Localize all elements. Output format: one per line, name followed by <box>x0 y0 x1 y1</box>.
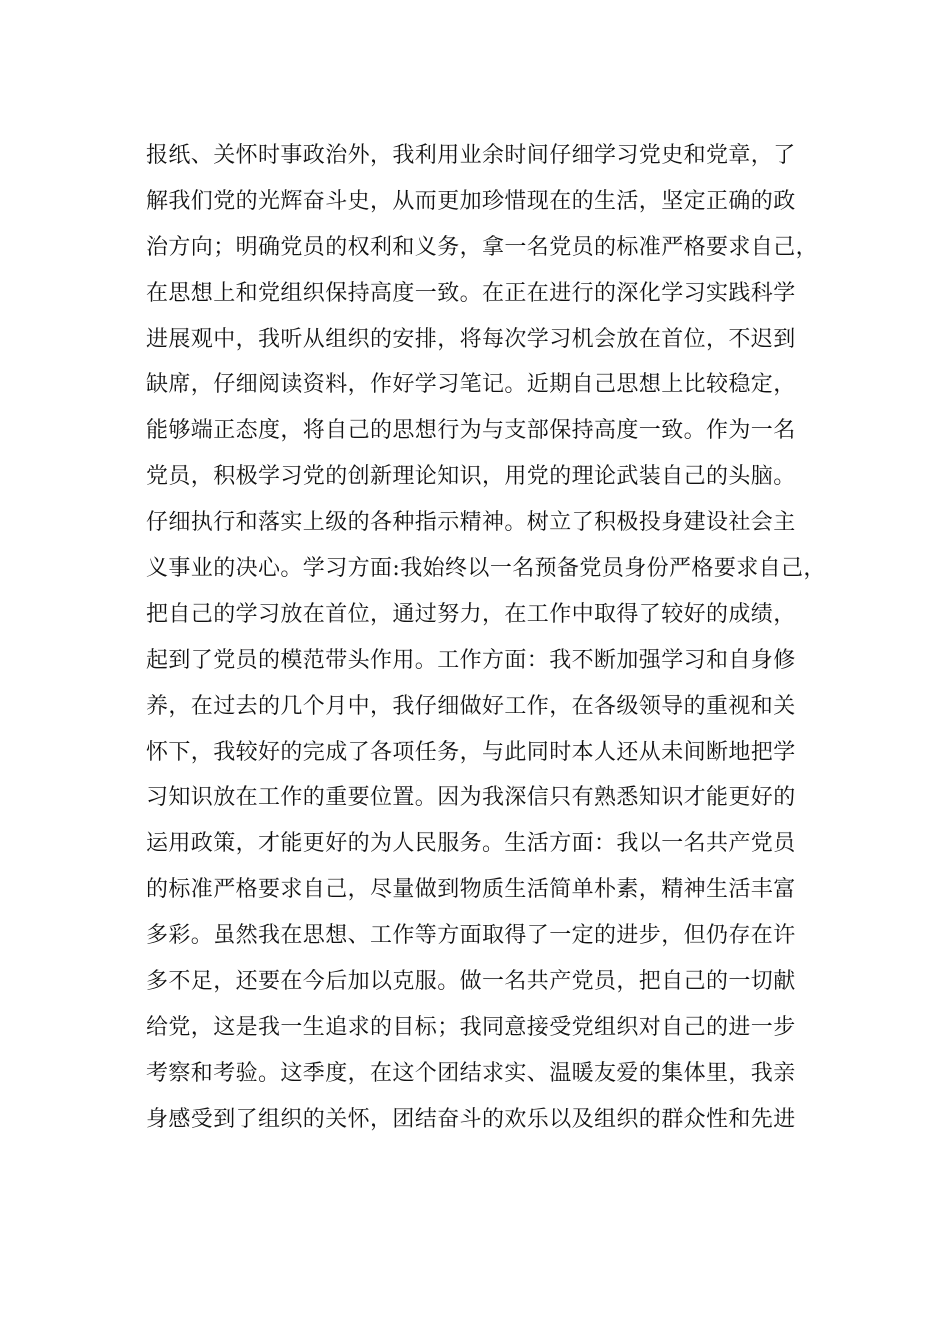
text-line: 身感受到了组织的关怀，团结奋斗的欢乐以及组织的群众性和先进 <box>146 1106 796 1132</box>
text-line: 考察和考验。这季度，在这个团结求实、温暖友爱的集体里，我亲 <box>146 1060 796 1086</box>
text-line: 报纸、关怀时事政治外，我利用业余时间仔细学习党史和党章，了 <box>146 143 796 168</box>
text-line: 多彩。虽然我在思想、工作等方面取得了一定的进步，但仍存在许 <box>146 923 796 949</box>
text-line: 党员，积极学习党的创新理论知识，用党的理论武装自己的头脑。 <box>146 464 796 490</box>
text-line: 进展观中，我听从组织的安排，将每次学习机会放在首位，不迟到 <box>146 326 796 352</box>
text-line: 习知识放在工作的重要位置。因为我深信只有熟悉知识才能更好的 <box>146 785 796 811</box>
text-line: 把自己的学习放在首位，通过努力，在工作中取得了较好的成绩， <box>146 601 796 627</box>
text-line: 仔细执行和落实上级的各种指示精神。树立了积极投身建设社会主 <box>146 510 796 536</box>
text-line: 义事业的决心。学习方面:我始终以一名预备党员身份严格要求自己， <box>146 556 826 582</box>
text-line: 在思想上和党组织保持高度一致。在正在进行的深化学习实践科学 <box>146 280 796 306</box>
text-line: 起到了党员的模范带头作用。工作方面：我不断加强学习和自身修 <box>146 647 796 673</box>
body-paragraph <box>146 133 826 1143</box>
text-line: 解我们党的光辉奋斗史，从而更加珍惜现在的生活，坚定正确的政 <box>146 188 796 214</box>
text-line: 怀下，我较好的完成了各项任务，与此同时本人还从未间断地把学 <box>146 739 796 765</box>
text-line: 多不足，还要在今后加以克服。做一名共产党员，把自己的一切献 <box>146 969 796 995</box>
text-line: 给党，这是我一生追求的目标；我同意接受党组织对自己的进一步 <box>146 1014 796 1040</box>
text-line: 缺席，仔细阅读资料，作好学习笔记。近期自己思想上比较稳定， <box>146 372 796 398</box>
text-line: 的标准严格要求自己，尽量做到物质生活简单朴素，精神生活丰富 <box>146 877 796 903</box>
text-line: 治方向；明确党员的权利和义务，拿一名党员的标准严格要求自己， <box>146 234 819 260</box>
text-line: 养，在过去的几个月中，我仔细做好工作，在各级领导的重视和关 <box>146 693 796 719</box>
text-line: 能够端正态度，将自己的思想行为与支部保持高度一致。作为一名 <box>146 418 796 444</box>
text-line: 运用政策，才能更好的为人民服务。生活方面：我以一名共产党员 <box>146 831 796 857</box>
